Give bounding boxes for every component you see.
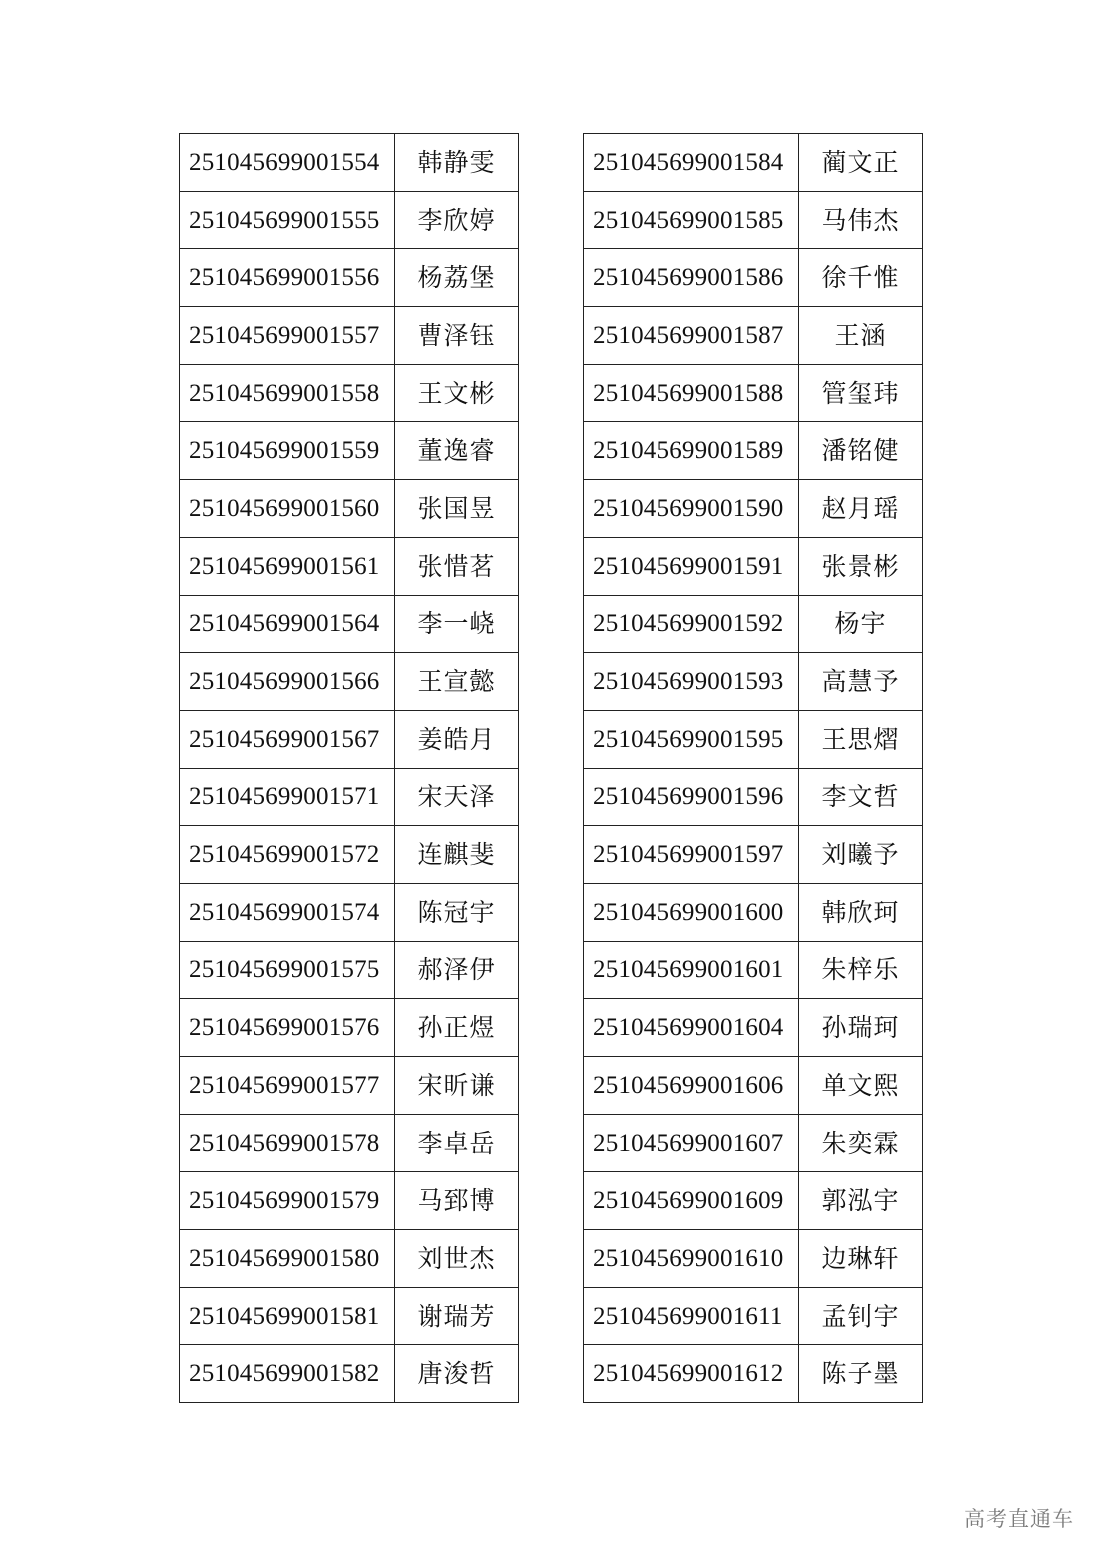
- candidate-name-cell: 王宣懿: [395, 653, 519, 711]
- candidate-name-cell: 朱奕霖: [799, 1114, 923, 1172]
- candidate-id-cell: 251045699001582: [180, 1345, 395, 1403]
- candidate-id-cell: 251045699001560: [180, 480, 395, 538]
- candidate-name-cell: 陈冠宇: [395, 883, 519, 941]
- table-row: [584, 768, 923, 826]
- table-row: [180, 1345, 519, 1403]
- table-row: [180, 364, 519, 422]
- candidate-name-cell: 郝泽伊: [395, 941, 519, 999]
- candidate-id-cell: 251045699001581: [180, 1287, 395, 1345]
- candidate-id-cell: 251045699001604: [584, 999, 799, 1057]
- candidate-name-cell: 李卓岳: [395, 1114, 519, 1172]
- candidate-id-cell: 251045699001566: [180, 653, 395, 711]
- table-row: [584, 826, 923, 884]
- table-row: [180, 1287, 519, 1345]
- table-row: [584, 1230, 923, 1288]
- candidate-id-cell: 251045699001579: [180, 1172, 395, 1230]
- candidate-id-cell: 251045699001591: [584, 537, 799, 595]
- roster-table-left: [179, 133, 519, 1403]
- candidate-id-cell: 251045699001561: [180, 537, 395, 595]
- table-row: [584, 941, 923, 999]
- table-row: [180, 191, 519, 249]
- candidate-name-cell: 朱梓乐: [799, 941, 923, 999]
- candidate-id-cell: 251045699001567: [180, 710, 395, 768]
- candidate-id-cell: 251045699001576: [180, 999, 395, 1057]
- candidate-id-cell: 251045699001558: [180, 364, 395, 422]
- table-row: [180, 710, 519, 768]
- candidate-id-cell: 251045699001609: [584, 1172, 799, 1230]
- candidate-id-cell: 251045699001600: [584, 883, 799, 941]
- table-row: [180, 1114, 519, 1172]
- candidate-name-cell: 连麒斐: [395, 826, 519, 884]
- candidate-id-cell: 251045699001555: [180, 191, 395, 249]
- candidate-id-cell: 251045699001611: [584, 1287, 799, 1345]
- candidate-id-cell: 251045699001601: [584, 941, 799, 999]
- roster-body-left: [180, 134, 519, 1403]
- table-row: [180, 307, 519, 365]
- candidate-name-cell: 马郅博: [395, 1172, 519, 1230]
- candidate-name-cell: 李文哲: [799, 768, 923, 826]
- candidate-name-cell: 李欣婷: [395, 191, 519, 249]
- table-row: [584, 653, 923, 711]
- candidate-id-cell: 251045699001584: [584, 134, 799, 192]
- candidate-name-cell: 张国昱: [395, 480, 519, 538]
- roster-body-right: [584, 134, 923, 1403]
- table-row: [584, 480, 923, 538]
- candidate-name-cell: 管玺玮: [799, 364, 923, 422]
- table-row: [180, 999, 519, 1057]
- candidate-name-cell: 孙正煜: [395, 999, 519, 1057]
- candidate-name-cell: 高慧予: [799, 653, 923, 711]
- candidate-name-cell: 陈子墨: [799, 1345, 923, 1403]
- candidate-id-cell: 251045699001587: [584, 307, 799, 365]
- table-row: [584, 1172, 923, 1230]
- candidate-id-cell: 251045699001556: [180, 249, 395, 307]
- candidate-name-cell: 张景彬: [799, 537, 923, 595]
- table-row: [180, 883, 519, 941]
- candidate-name-cell: 张惜茗: [395, 537, 519, 595]
- candidate-id-cell: 251045699001607: [584, 1114, 799, 1172]
- table-row: [180, 653, 519, 711]
- candidate-name-cell: 赵月瑶: [799, 480, 923, 538]
- table-row: [584, 1345, 923, 1403]
- candidate-id-cell: 251045699001574: [180, 883, 395, 941]
- candidate-id-cell: 251045699001590: [584, 480, 799, 538]
- roster-table-right: [583, 133, 923, 1403]
- candidate-id-cell: 251045699001564: [180, 595, 395, 653]
- candidate-id-cell: 251045699001580: [180, 1230, 395, 1288]
- candidate-name-cell: 董逸睿: [395, 422, 519, 480]
- table-row: [584, 249, 923, 307]
- candidate-name-cell: 孟钊宇: [799, 1287, 923, 1345]
- table-row: [180, 249, 519, 307]
- candidate-name-cell: 蔺文正: [799, 134, 923, 192]
- candidate-id-cell: 251045699001559: [180, 422, 395, 480]
- candidate-id-cell: 251045699001586: [584, 249, 799, 307]
- table-row: [584, 307, 923, 365]
- candidate-name-cell: 宋昕谦: [395, 1057, 519, 1115]
- table-row: [180, 595, 519, 653]
- table-row: [180, 768, 519, 826]
- candidate-name-cell: 王文彬: [395, 364, 519, 422]
- candidate-name-cell: 王思熠: [799, 710, 923, 768]
- watermark-text: 高考直通车: [964, 1507, 1074, 1531]
- table-row: [584, 537, 923, 595]
- candidate-id-cell: 251045699001577: [180, 1057, 395, 1115]
- candidate-name-cell: 徐千惟: [799, 249, 923, 307]
- candidate-name-cell: 李一峣: [395, 595, 519, 653]
- candidate-name-cell: 姜皓月: [395, 710, 519, 768]
- candidate-id-cell: 251045699001588: [584, 364, 799, 422]
- candidate-name-cell: 郭泓宇: [799, 1172, 923, 1230]
- table-row: [584, 422, 923, 480]
- table-row: [584, 595, 923, 653]
- candidate-name-cell: 杨宇: [799, 595, 923, 653]
- table-row: [584, 364, 923, 422]
- candidate-name-cell: 刘世杰: [395, 1230, 519, 1288]
- candidate-id-cell: 251045699001554: [180, 134, 395, 192]
- candidate-name-cell: 潘铭健: [799, 422, 923, 480]
- candidate-id-cell: 251045699001575: [180, 941, 395, 999]
- table-row: [584, 134, 923, 192]
- table-row: [584, 1057, 923, 1115]
- table-row: [584, 710, 923, 768]
- table-row: [180, 941, 519, 999]
- candidate-name-cell: 唐浚哲: [395, 1345, 519, 1403]
- candidate-name-cell: 韩欣珂: [799, 883, 923, 941]
- table-row: [584, 1287, 923, 1345]
- candidate-id-cell: 251045699001610: [584, 1230, 799, 1288]
- table-row: [180, 1057, 519, 1115]
- table-row: [180, 826, 519, 884]
- table-row: [584, 1114, 923, 1172]
- candidate-name-cell: 单文熙: [799, 1057, 923, 1115]
- candidate-name-cell: 边琳轩: [799, 1230, 923, 1288]
- candidate-id-cell: 251045699001612: [584, 1345, 799, 1403]
- table-row: [584, 999, 923, 1057]
- candidate-id-cell: 251045699001585: [584, 191, 799, 249]
- candidate-id-cell: 251045699001597: [584, 826, 799, 884]
- candidate-id-cell: 251045699001572: [180, 826, 395, 884]
- candidate-id-cell: 251045699001606: [584, 1057, 799, 1115]
- table-row: [584, 883, 923, 941]
- candidate-id-cell: 251045699001593: [584, 653, 799, 711]
- candidate-id-cell: 251045699001589: [584, 422, 799, 480]
- candidate-name-cell: 曹泽钰: [395, 307, 519, 365]
- table-row: [180, 134, 519, 192]
- table-row: [584, 191, 923, 249]
- table-row: [180, 480, 519, 538]
- candidate-id-cell: 251045699001571: [180, 768, 395, 826]
- table-row: [180, 422, 519, 480]
- table-row: [180, 1230, 519, 1288]
- candidate-name-cell: 韩静雯: [395, 134, 519, 192]
- candidate-id-cell: 251045699001557: [180, 307, 395, 365]
- candidate-name-cell: 刘曦予: [799, 826, 923, 884]
- candidate-id-cell: 251045699001592: [584, 595, 799, 653]
- table-row: [180, 1172, 519, 1230]
- table-row: [180, 537, 519, 595]
- candidate-name-cell: 杨荔堡: [395, 249, 519, 307]
- candidate-id-cell: 251045699001596: [584, 768, 799, 826]
- candidate-id-cell: 251045699001595: [584, 710, 799, 768]
- candidate-name-cell: 马伟杰: [799, 191, 923, 249]
- candidate-name-cell: 孙瑞珂: [799, 999, 923, 1057]
- candidate-name-cell: 王涵: [799, 307, 923, 365]
- candidate-name-cell: 谢瑞芳: [395, 1287, 519, 1345]
- candidate-name-cell: 宋天泽: [395, 768, 519, 826]
- candidate-id-cell: 251045699001578: [180, 1114, 395, 1172]
